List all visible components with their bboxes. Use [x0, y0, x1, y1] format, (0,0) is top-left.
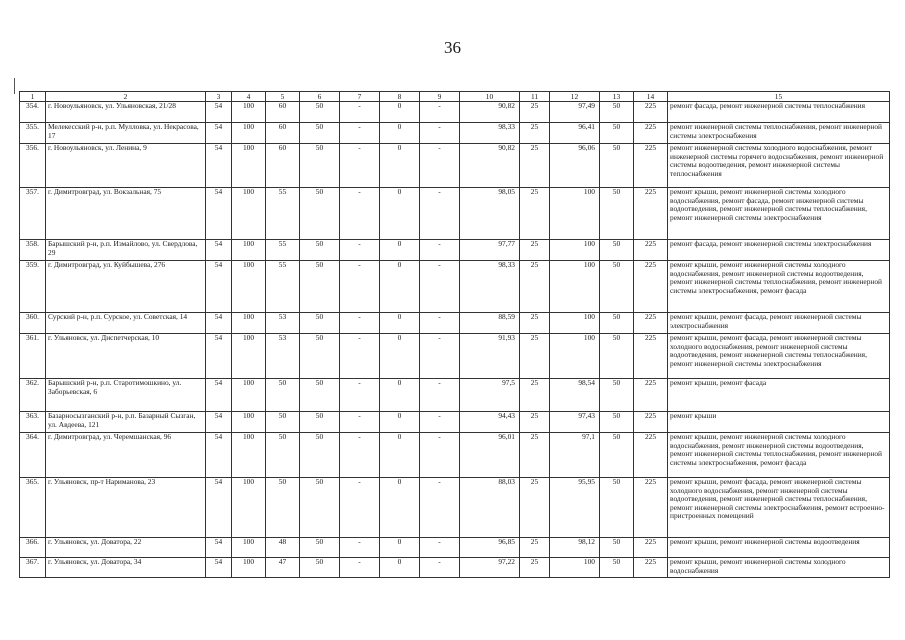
- value-cell: 25: [520, 412, 550, 433]
- value-cell: 50: [600, 412, 634, 433]
- value-cell: 53: [266, 334, 300, 379]
- value-cell: 50: [600, 123, 634, 144]
- value-cell: 225: [634, 433, 668, 478]
- address-cell: г. Новоульяновск, ул. Ленина, 9: [46, 144, 206, 188]
- col-header: 1: [20, 92, 46, 102]
- value-cell: -: [340, 240, 380, 261]
- value-cell: 25: [520, 558, 550, 578]
- works-cell: ремонт крыши, ремонт инженерной системы холодного водоснабжения, ремонт инженерной системы водоотведения, ремонт инженерной системы теплоснабжения, ремонт инженерной системы электроснабжения, ремонт фасада: [668, 261, 890, 313]
- works-cell: ремонт крыши, ремонт фасада, ремонт инженерной системы холодного водоснабжения, ремонт инженерной системы водоотведения, ремонт инженерной системы теплоснабжения, ремонт инженерной системы электроснабжения: [668, 334, 890, 379]
- value-cell: 0: [380, 558, 420, 578]
- col-header: 3: [206, 92, 232, 102]
- value-cell: -: [340, 538, 380, 558]
- value-cell: 50: [600, 334, 634, 379]
- table-row: [20, 558, 890, 578]
- table-row: [20, 240, 890, 261]
- value-cell: -: [340, 313, 380, 334]
- value-cell: -: [340, 433, 380, 478]
- col-header: 4: [232, 92, 266, 102]
- value-cell: 225: [634, 412, 668, 433]
- value-cell: 225: [634, 538, 668, 558]
- address-cell: Мелекесский р-н, р.п. Мулловка, ул. Некрасова, 17: [46, 123, 206, 144]
- value-cell: -: [420, 334, 460, 379]
- value-cell: 60: [266, 102, 300, 123]
- table-row: [20, 379, 890, 412]
- value-cell: 88,59: [460, 313, 520, 334]
- value-cell: 50: [300, 102, 340, 123]
- works-cell: ремонт фасада, ремонт инженерной системы электроснабжения: [668, 240, 890, 261]
- col-header: 10: [460, 92, 520, 102]
- value-cell: 97,5: [460, 379, 520, 412]
- value-cell: 100: [232, 379, 266, 412]
- value-cell: 55: [266, 261, 300, 313]
- value-cell: -: [420, 261, 460, 313]
- address-cell: Базарносызганский р-н, р.п. Базарный Сызган, ул. Авдеева, 121: [46, 412, 206, 433]
- value-cell: 50: [300, 412, 340, 433]
- row-number: 354.: [20, 102, 46, 123]
- row-number: 360.: [20, 313, 46, 334]
- row-number: 362.: [20, 379, 46, 412]
- value-cell: 100: [550, 334, 600, 379]
- value-cell: 0: [380, 433, 420, 478]
- works-cell: ремонт крыши, ремонт фасада, ремонт инженерной системы электроснабжения: [668, 313, 890, 334]
- address-cell: г. Ульяновск, ул. Доватора, 22: [46, 538, 206, 558]
- value-cell: 88,03: [460, 478, 520, 538]
- value-cell: 54: [206, 240, 232, 261]
- col-header: 14: [634, 92, 668, 102]
- address-cell: Барышский р-н, р.п. Измайлово, ул. Свердлова, 29: [46, 240, 206, 261]
- value-cell: 98,33: [460, 261, 520, 313]
- value-cell: 97,49: [550, 102, 600, 123]
- value-cell: 54: [206, 313, 232, 334]
- col-header: 15: [668, 92, 890, 102]
- value-cell: 100: [232, 144, 266, 188]
- value-cell: 50: [300, 558, 340, 578]
- value-cell: 50: [300, 538, 340, 558]
- works-cell: ремонт инженерной системы теплоснабжения, ремонт инженерной системы электроснабжения: [668, 123, 890, 144]
- value-cell: -: [420, 538, 460, 558]
- value-cell: 0: [380, 412, 420, 433]
- works-cell: ремонт крыши, ремонт инженерной системы водоотведения: [668, 538, 890, 558]
- header-row: [20, 92, 890, 102]
- table-row: [20, 261, 890, 313]
- value-cell: -: [340, 558, 380, 578]
- value-cell: 100: [232, 433, 266, 478]
- value-cell: 54: [206, 478, 232, 538]
- table-row: [20, 313, 890, 334]
- value-cell: 55: [266, 240, 300, 261]
- value-cell: 96,41: [550, 123, 600, 144]
- works-cell: ремонт крыши, ремонт инженерной системы холодного водоснабжения, ремонт фасада, ремонт инженерной системы водоотведения, ремонт инженерной системы теплоснабжения, ремонт инженерной системы электроснабжения: [668, 188, 890, 240]
- value-cell: 225: [634, 240, 668, 261]
- value-cell: 54: [206, 144, 232, 188]
- value-cell: -: [420, 144, 460, 188]
- value-cell: 25: [520, 102, 550, 123]
- page-number: 36: [444, 38, 461, 57]
- row-number: 359.: [20, 261, 46, 313]
- value-cell: 0: [380, 188, 420, 240]
- value-cell: 100: [232, 123, 266, 144]
- value-cell: 100: [232, 558, 266, 578]
- value-cell: 60: [266, 144, 300, 188]
- value-cell: -: [420, 433, 460, 478]
- value-cell: 50: [266, 478, 300, 538]
- value-cell: 50: [600, 144, 634, 188]
- value-cell: 50: [600, 188, 634, 240]
- value-cell: -: [420, 313, 460, 334]
- value-cell: 98,05: [460, 188, 520, 240]
- value-cell: -: [420, 412, 460, 433]
- value-cell: 225: [634, 334, 668, 379]
- value-cell: 25: [520, 433, 550, 478]
- address-cell: г. Новоульяновск, ул. Ульяновская, 21/28: [46, 102, 206, 123]
- value-cell: 100: [550, 313, 600, 334]
- value-cell: 50: [266, 412, 300, 433]
- row-number: 365.: [20, 478, 46, 538]
- row-number: 357.: [20, 188, 46, 240]
- value-cell: 98,54: [550, 379, 600, 412]
- address-cell: г. Димитровград, ул. Вокзальная, 75: [46, 188, 206, 240]
- value-cell: 50: [600, 313, 634, 334]
- value-cell: 50: [600, 538, 634, 558]
- value-cell: 225: [634, 558, 668, 578]
- table-row: [20, 538, 890, 558]
- address-cell: Сурский р-н, р.п. Сурское, ул. Советская, 14: [46, 313, 206, 334]
- works-cell: ремонт крыши, ремонт фасада: [668, 379, 890, 412]
- address-cell: Барышский р-н, р.п. Старотимошкино, ул. Заборьевская, 6: [46, 379, 206, 412]
- value-cell: 25: [520, 144, 550, 188]
- value-cell: 50: [600, 558, 634, 578]
- address-cell: г. Ульяновск, ул. Доватора, 34: [46, 558, 206, 578]
- value-cell: 225: [634, 379, 668, 412]
- col-header: 12: [550, 92, 600, 102]
- value-cell: -: [420, 240, 460, 261]
- col-header: 6: [300, 92, 340, 102]
- value-cell: -: [420, 188, 460, 240]
- value-cell: 54: [206, 334, 232, 379]
- row-number: 366.: [20, 538, 46, 558]
- value-cell: 100: [232, 334, 266, 379]
- value-cell: 25: [520, 334, 550, 379]
- works-cell: ремонт крыши, ремонт инженерной системы холодного водоснабжения: [668, 558, 890, 578]
- value-cell: 55: [266, 188, 300, 240]
- value-cell: 53: [266, 313, 300, 334]
- value-cell: 100: [232, 261, 266, 313]
- value-cell: 0: [380, 102, 420, 123]
- value-cell: 54: [206, 102, 232, 123]
- table-row: [20, 123, 890, 144]
- value-cell: 225: [634, 188, 668, 240]
- value-cell: 0: [380, 334, 420, 379]
- value-cell: 98,33: [460, 123, 520, 144]
- value-cell: 25: [520, 478, 550, 538]
- row-number: 363.: [20, 412, 46, 433]
- col-header: 7: [340, 92, 380, 102]
- value-cell: 94,43: [460, 412, 520, 433]
- value-cell: 25: [520, 538, 550, 558]
- value-cell: 98,12: [550, 538, 600, 558]
- value-cell: -: [340, 123, 380, 144]
- value-cell: -: [340, 261, 380, 313]
- value-cell: 54: [206, 123, 232, 144]
- address-cell: г. Ульяновск, ул. Диспетчерская, 10: [46, 334, 206, 379]
- value-cell: 54: [206, 558, 232, 578]
- value-cell: 100: [232, 188, 266, 240]
- col-header: 11: [520, 92, 550, 102]
- margin-mark: [14, 78, 15, 94]
- value-cell: -: [340, 102, 380, 123]
- row-number: 364.: [20, 433, 46, 478]
- value-cell: 100: [232, 240, 266, 261]
- value-cell: 60: [266, 123, 300, 144]
- value-cell: 50: [300, 313, 340, 334]
- value-cell: 50: [300, 261, 340, 313]
- value-cell: 0: [380, 261, 420, 313]
- table-row: [20, 433, 890, 478]
- value-cell: 50: [600, 478, 634, 538]
- value-cell: 225: [634, 102, 668, 123]
- value-cell: -: [340, 412, 380, 433]
- works-cell: ремонт фасада, ремонт инженерной системы теплоснабжения: [668, 102, 890, 123]
- value-cell: 96,06: [550, 144, 600, 188]
- value-cell: 48: [266, 538, 300, 558]
- row-number: 355.: [20, 123, 46, 144]
- value-cell: -: [420, 123, 460, 144]
- works-cell: ремонт инженерной системы холодного водоснабжения, ремонт инженерной системы горячего водоснабжения, ремонт инженерной системы водоотведения, ремонт инженерной системы теплоснабжения: [668, 144, 890, 188]
- value-cell: 97,1: [550, 433, 600, 478]
- value-cell: 54: [206, 433, 232, 478]
- value-cell: -: [340, 188, 380, 240]
- value-cell: 25: [520, 313, 550, 334]
- value-cell: 100: [232, 478, 266, 538]
- value-cell: 100: [550, 188, 600, 240]
- value-cell: 50: [300, 334, 340, 379]
- repair-table: [19, 91, 890, 578]
- address-cell: г. Димитровград, ул. Черемшанская, 96: [46, 433, 206, 478]
- table-row: [20, 478, 890, 538]
- value-cell: 50: [300, 188, 340, 240]
- col-header: 2: [46, 92, 206, 102]
- value-cell: 54: [206, 188, 232, 240]
- value-cell: -: [340, 334, 380, 379]
- value-cell: 0: [380, 144, 420, 188]
- value-cell: 47: [266, 558, 300, 578]
- value-cell: 100: [232, 313, 266, 334]
- value-cell: 25: [520, 123, 550, 144]
- table-row: [20, 334, 890, 379]
- value-cell: 25: [520, 240, 550, 261]
- value-cell: 50: [300, 123, 340, 144]
- works-cell: ремонт крыши, ремонт инженерной системы холодного водоснабжения, ремонт инженерной системы водоотведения, ремонт инженерной системы теплоснабжения, ремонт инженерной системы электроснабжения, ремонт фасада: [668, 433, 890, 478]
- table-row: [20, 188, 890, 240]
- value-cell: 50: [300, 478, 340, 538]
- value-cell: 50: [600, 261, 634, 313]
- value-cell: 25: [520, 379, 550, 412]
- value-cell: 50: [266, 379, 300, 412]
- value-cell: 0: [380, 538, 420, 558]
- value-cell: 97,77: [460, 240, 520, 261]
- address-cell: г. Димитровград, ул. Куйбышева, 276: [46, 261, 206, 313]
- value-cell: -: [420, 558, 460, 578]
- value-cell: 96,01: [460, 433, 520, 478]
- works-cell: ремонт крыши, ремонт фасада, ремонт инженерной системы холодного водоснабжения, ремонт инженерной системы водоотведения, ремонт инженерной системы теплоснабжения, ремонт инженерной системы электроснабжения, ремонт встроенно-пристроенных помещений: [668, 478, 890, 538]
- value-cell: 90,82: [460, 102, 520, 123]
- table-row: [20, 102, 890, 123]
- col-header: 9: [420, 92, 460, 102]
- value-cell: -: [420, 102, 460, 123]
- value-cell: 0: [380, 379, 420, 412]
- table-row: [20, 412, 890, 433]
- value-cell: 225: [634, 261, 668, 313]
- value-cell: 0: [380, 240, 420, 261]
- value-cell: 50: [300, 240, 340, 261]
- value-cell: -: [340, 379, 380, 412]
- value-cell: 50: [300, 433, 340, 478]
- value-cell: -: [340, 144, 380, 188]
- table-body: [20, 102, 890, 578]
- value-cell: 50: [600, 379, 634, 412]
- value-cell: 100: [232, 538, 266, 558]
- col-header: 13: [600, 92, 634, 102]
- value-cell: 50: [266, 433, 300, 478]
- value-cell: 95,95: [550, 478, 600, 538]
- value-cell: 50: [600, 433, 634, 478]
- value-cell: -: [420, 379, 460, 412]
- table-row: [20, 144, 890, 188]
- value-cell: 54: [206, 379, 232, 412]
- value-cell: 50: [300, 379, 340, 412]
- row-number: 367.: [20, 558, 46, 578]
- works-cell: ремонт крыши: [668, 412, 890, 433]
- value-cell: 0: [380, 478, 420, 538]
- value-cell: 25: [520, 188, 550, 240]
- row-number: 358.: [20, 240, 46, 261]
- value-cell: 97,43: [550, 412, 600, 433]
- value-cell: 50: [600, 240, 634, 261]
- value-cell: -: [340, 478, 380, 538]
- value-cell: 97,22: [460, 558, 520, 578]
- value-cell: 225: [634, 478, 668, 538]
- value-cell: 100: [550, 558, 600, 578]
- value-cell: 25: [520, 261, 550, 313]
- value-cell: 100: [550, 240, 600, 261]
- value-cell: 96,85: [460, 538, 520, 558]
- value-cell: 90,82: [460, 144, 520, 188]
- address-cell: г. Ульяновск, пр-т Нариманова, 23: [46, 478, 206, 538]
- value-cell: -: [420, 478, 460, 538]
- value-cell: 225: [634, 123, 668, 144]
- value-cell: 50: [600, 102, 634, 123]
- value-cell: 225: [634, 144, 668, 188]
- value-cell: 0: [380, 123, 420, 144]
- value-cell: 225: [634, 313, 668, 334]
- value-cell: 54: [206, 412, 232, 433]
- value-cell: 50: [300, 144, 340, 188]
- value-cell: 100: [232, 102, 266, 123]
- col-header: 5: [266, 92, 300, 102]
- row-number: 361.: [20, 334, 46, 379]
- row-number: 356.: [20, 144, 46, 188]
- value-cell: 54: [206, 261, 232, 313]
- value-cell: 100: [550, 261, 600, 313]
- value-cell: 54: [206, 538, 232, 558]
- value-cell: 91,93: [460, 334, 520, 379]
- value-cell: 100: [232, 412, 266, 433]
- value-cell: 0: [380, 313, 420, 334]
- col-header: 8: [380, 92, 420, 102]
